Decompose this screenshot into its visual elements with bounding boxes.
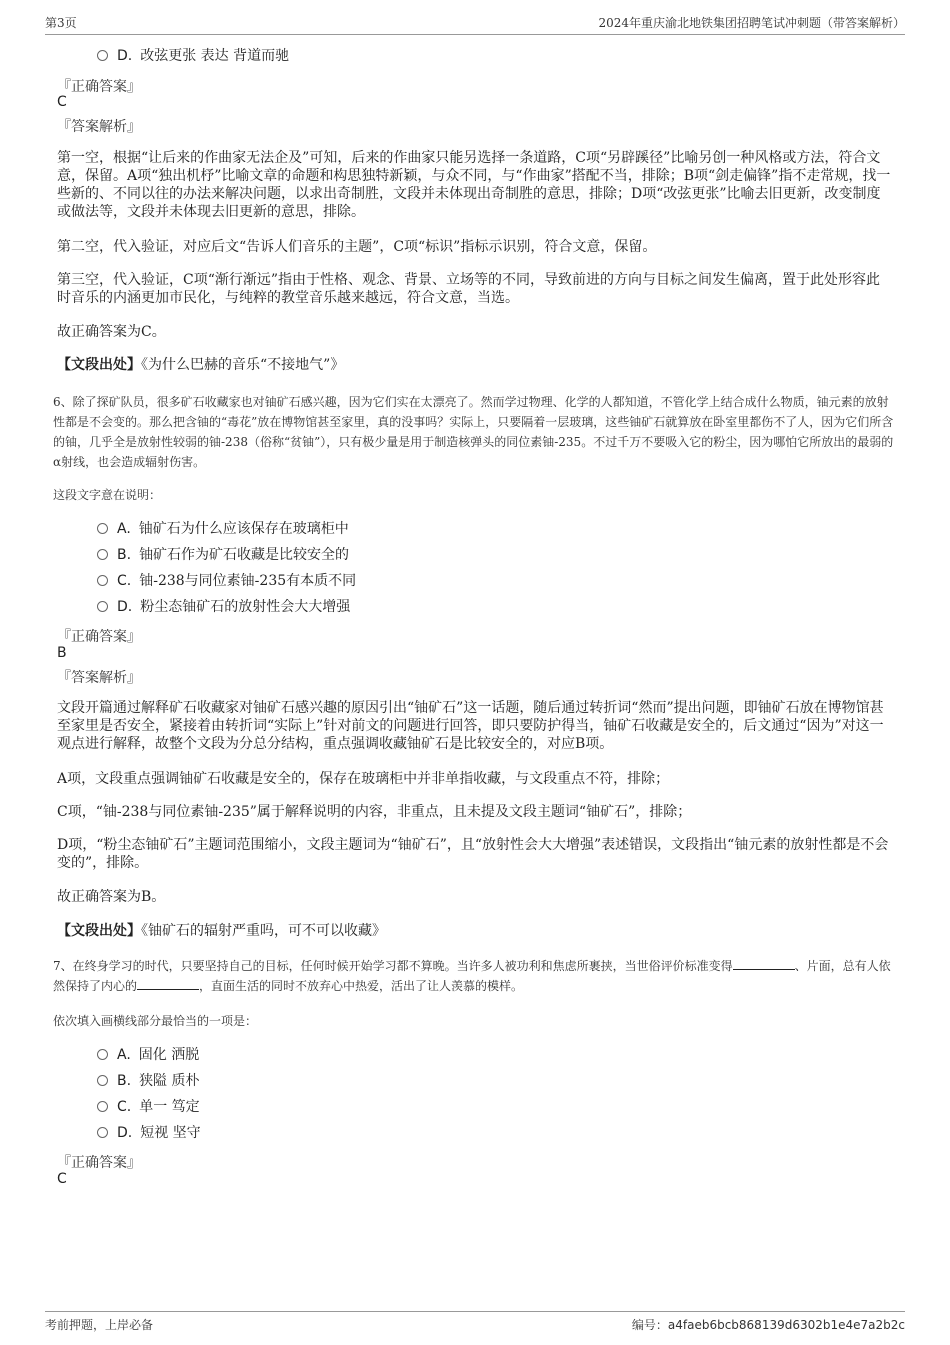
correct-answer: B bbox=[57, 645, 67, 661]
correct-answer: C bbox=[57, 1171, 67, 1187]
page-footer bbox=[45, 1311, 905, 1336]
question-6-text: 6、除了探矿队员，很多矿石收藏家也对铀矿石感兴趣，因为它们实在太漂亮了。然而学过物理、化学的人都知道，不管化学上结合成什么物质，铀元素的放射性都是不会变的。那么把含铀的“毒花”放在博物馆甚至家里，真的没事吗？实际上，只要隔着一层玻璃，这些铀矿石就算放在卧室里都伤不了人，因为它们所含的铀，几乎全是放射性较弱的铀-238（俗称“贫铀”），只有极少量是用于制造核弹头的同位素铀-235。不过千万不要吸入它的粉尘，因为哪怕它所放出的最弱的α射线，也会造成辐射伤害。 bbox=[53, 395, 894, 469]
analysis-paragraph: D项，“粉尘态铀矿石”主题词范围缩小，文段主题词为“铀矿石”，且“放射性会大大增强”表述错误，文段指出“铀元素的放射性都是不会变的”，排除。 bbox=[57, 837, 889, 871]
source-citation: 【文段出处】《为什么巴赫的音乐“不接地气”》 bbox=[57, 357, 345, 373]
radio-icon[interactable] bbox=[97, 1049, 108, 1060]
q7-option-d[interactable]: D. 短视 坚守 bbox=[97, 1123, 201, 1143]
q7-option-a[interactable]: A. 固化 洒脱 bbox=[97, 1045, 199, 1065]
question-7-text: 7、在终身学习的时代，只要坚持自己的目标，任何时候开始学习都不算晚。当许多人被功利和焦虑所裹挟，当世俗评价标准变得 、片面，总有人依然保持了内心的 ，直面生活的同时不放弃心中热爱，活出了让人羡慕的模样。 bbox=[53, 959, 891, 993]
q7-option-c[interactable]: C. 单一 笃定 bbox=[97, 1097, 200, 1117]
document-title: 2024年重庆渝北地铁集团招聘笔试冲刺题（带答案解析） bbox=[598, 16, 905, 30]
answer-label: 『正确答案』 bbox=[57, 79, 141, 95]
fill-blank bbox=[137, 978, 199, 990]
q6-option-d[interactable]: D. 粉尘态铀矿石的放射性会大大增强 bbox=[97, 597, 350, 617]
radio-icon[interactable] bbox=[97, 575, 108, 586]
radio-icon[interactable] bbox=[97, 1127, 108, 1138]
analysis-paragraph: A项，文段重点强调铀矿石收藏是安全的，保存在玻璃柜中并非单指收藏，与文段重点不符，排除； bbox=[57, 771, 670, 787]
analysis-paragraph: C项，“铀-238与同位素铀-235”属于解释说明的内容，非重点，且未提及文段主题词“铀矿石”，排除； bbox=[57, 804, 692, 820]
page-number: 第3页 bbox=[45, 16, 77, 30]
analysis-paragraph: 第二空，代入验证，对应后文“告诉人们音乐的主题”，C项“标识”指标示识别，符合文意，保留。 bbox=[57, 239, 657, 255]
analysis-label: 『答案解析』 bbox=[57, 119, 141, 135]
page-header bbox=[45, 14, 905, 35]
analysis-paragraph: 文段开篇通过解释矿石收藏家对铀矿石感兴趣的原因引出“铀矿石”这一话题，随后通过转折词“然而”提出问题，即铀矿石放在博物馆甚至家里是否安全，紧接着由转折词“实际上”针对前文的问题进行回答，即只要防护得当，铀矿石收藏是安全的，后文通过“因为”对这一观点进行解释，故整个文段为分总分结构，重点强调收藏铀矿石是比较安全的，对应B项。 bbox=[57, 700, 884, 752]
analysis-paragraph: 第三空，代入验证，C项“渐行渐远”指由于性格、观念、背景、立场等的不同，导致前进的方向与目标之间发生偏离，置于此处形容此时音乐的内涵更加市民化，与纯粹的教堂音乐越来越远，符合文意，当选。 bbox=[57, 272, 881, 306]
fill-blank bbox=[733, 958, 795, 970]
radio-icon[interactable] bbox=[97, 1101, 108, 1112]
q7-option-b[interactable]: B. 狭隘 质朴 bbox=[97, 1071, 200, 1091]
analysis-conclusion: 故正确答案为B。 bbox=[57, 889, 166, 905]
question-prompt: 依次填入画横线部分最恰当的一项是： bbox=[53, 1014, 258, 1028]
radio-icon[interactable] bbox=[97, 50, 108, 61]
q6-option-c[interactable]: C. 铀-238与同位素铀-235有本质不同 bbox=[97, 571, 356, 591]
document-code: 编号：a4faeb6bcb868139d6302b1e4e7a2b2c bbox=[631, 1318, 905, 1332]
analysis-paragraph: 第一空，根据“让后来的作曲家无法企及”可知，后来的作曲家只能另选择一条道路，C项“另辟蹊径”比喻另创一种风格或方法，符合文意，保留。A项“独出机杼”比喻文章的命题和构思独特新颖，与众不同，与“作曲家”搭配不当，排除；B项“剑走偏锋”指不走常规，找一些新的、不同以往的办法来解决问题，以求出奇制胜，文段并未体现出奇制胜的意思，排除；D项“改弦更张”比喻去旧更新，改变制度或做法等，文段并未体现去旧更新的意思，排除。 bbox=[57, 150, 891, 220]
radio-icon[interactable] bbox=[97, 601, 108, 612]
question-prompt: 这段文字意在说明： bbox=[53, 488, 162, 502]
analysis-conclusion: 故正确答案为C。 bbox=[57, 324, 166, 340]
q5-option-d[interactable]: D. 改弦更张 表达 背道而驰 bbox=[97, 46, 289, 66]
analysis-label: 『答案解析』 bbox=[57, 670, 141, 686]
radio-icon[interactable] bbox=[97, 1075, 108, 1086]
source-citation: 【文段出处】《铀矿石的辐射严重吗，可不可以收藏》 bbox=[57, 923, 386, 939]
radio-icon[interactable] bbox=[97, 549, 108, 560]
q6-option-b[interactable]: B. 铀矿石作为矿石收藏是比较安全的 bbox=[97, 545, 349, 565]
radio-icon[interactable] bbox=[97, 523, 108, 534]
correct-answer: C bbox=[57, 94, 67, 110]
footer-slogan: 考前押题，上岸必备 bbox=[45, 1318, 154, 1332]
answer-label: 『正确答案』 bbox=[57, 1155, 141, 1171]
answer-label: 『正确答案』 bbox=[57, 629, 141, 645]
q6-option-a[interactable]: A. 铀矿石为什么应该保存在玻璃柜中 bbox=[97, 519, 349, 539]
